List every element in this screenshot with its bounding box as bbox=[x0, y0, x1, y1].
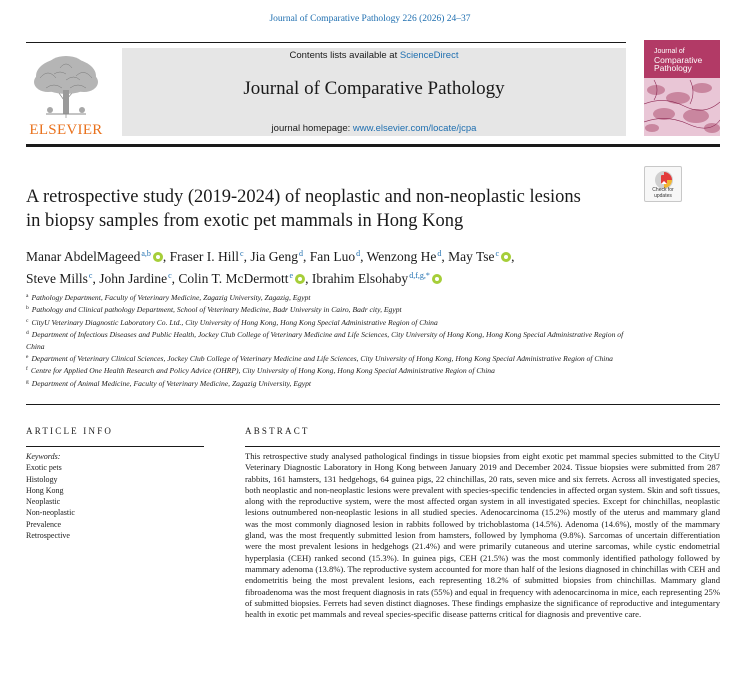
author-line-1 bbox=[26, 244, 636, 266]
keyword: Hong Kong bbox=[26, 485, 64, 495]
author-separator: , bbox=[162, 249, 170, 264]
cover-title-line3: Pathology bbox=[654, 63, 692, 73]
affiliation bbox=[26, 316, 636, 328]
author[interactable]: John Jardine bbox=[99, 271, 168, 286]
author-affiliation-marker[interactable]: c bbox=[240, 249, 244, 258]
author[interactable]: Jia Geng bbox=[250, 249, 298, 264]
author-separator: , bbox=[243, 249, 251, 264]
article-title bbox=[26, 185, 636, 233]
author-affiliation-marker[interactable]: c bbox=[88, 271, 93, 280]
author-separator: , bbox=[305, 271, 312, 286]
affiliation bbox=[26, 364, 636, 376]
affiliation-key: e bbox=[26, 354, 29, 361]
affiliation-text: CityU Veterinary Diagnostic Laboratory Co. Ltd., City University of Hong Kong, Hong Kong Special Administrative Region of China bbox=[31, 317, 438, 327]
journal-title: Journal of Comparative Pathology bbox=[243, 78, 505, 99]
sciencedirect-link[interactable]: ScienceDirect bbox=[399, 50, 459, 61]
cover-title-line2: Comparative bbox=[654, 55, 703, 65]
author-separator: , bbox=[441, 249, 449, 264]
article-title-line2: in biopsy samples from exotic pet mammals in Hong Kong bbox=[26, 211, 464, 231]
homepage-line bbox=[122, 123, 626, 134]
contents-line bbox=[122, 50, 626, 61]
affiliation bbox=[26, 303, 636, 315]
affiliation-text: Pathology and Clinical pathology Department, School of Veterinary Medicine, Badr University in Cairo, Badr city, Egypt bbox=[31, 305, 402, 315]
author-affiliation-marker[interactable]: d bbox=[437, 249, 442, 258]
keyword: Retrospective bbox=[26, 531, 70, 541]
keyword: Prevalence bbox=[26, 519, 62, 529]
keyword: Histology bbox=[26, 474, 58, 484]
cover-title bbox=[654, 48, 702, 72]
orcid-icon[interactable] bbox=[432, 274, 442, 284]
affiliation-key: c bbox=[26, 317, 29, 324]
affiliation-key: g bbox=[26, 378, 29, 385]
keywords-label: Keywords: bbox=[26, 452, 61, 461]
affiliation-key: d bbox=[26, 330, 29, 337]
author[interactable]: Manar AbdelMageed bbox=[26, 249, 141, 264]
article-title-line1: A retrospective study (2019-2024) of neoplastic and non-neoplastic lesions bbox=[26, 187, 581, 207]
article-info-heading: ARTICLE INFO bbox=[26, 426, 114, 436]
affiliation bbox=[26, 377, 636, 389]
header-thick-rule bbox=[26, 144, 720, 147]
author-separator: , bbox=[92, 271, 100, 286]
author[interactable]: Fan Luo bbox=[309, 249, 356, 264]
author[interactable]: Fraser I. Hill bbox=[169, 249, 240, 264]
author-affiliation-marker[interactable]: d bbox=[356, 249, 361, 258]
abstract-text: This retrospective study analysed pathological findings in tissue biopsies from eight exotic pet mammal species submitted to the CityU Veterinary Diagnostic Laboratory in Hong Kong between January 2019 and December 2024. Tissue biopsies were submitted from 287 rabbits, 161 hamsters, 131 hedgehogs, 64 guinea pigs, 22 chinchillas, 20 rats, seven mice and six ferrets. Across all investigated species, both neoplastic and non-neoplastic lesions were prevalent with species-specific tendencies in affected organ system. Skin and soft tissues, along with the reproductive system, were the most affected organ system in all investigated species. Except for chinchillas, neoplastic lesions outnumbered non-neoplastic lesions in all studied species. Adenocarcinoma (15.2%) mostly of the uterus and mammary gland was the most commonly diagnosed lesion in rabbits followed by trichoblastoma (14.5%). Adenoma (14.6%), mostly of the mammary gland, was the most frequently submitted lesion from hamsters, followed by lymphoma (9.8%). Sarcomas of uncertain differentiation were the most prevalent lesions in hedgehogs (21.4%) and were primarily cutaneous and uterine sarcomas, while cystic endometrial hyperplasia (CEH) ranked second (15.3%). In guinea pigs, CEH (21.5%) was the most commonly identified pathology followed by mammary adenoma (13.8%). The reproductive system accounted for more than half of the lesions diagnosed in chinchillas with CEH and endometritis being the most prevalent lesions, each representing 18.2% of submitted biopsies from chinchillas. Mammary gland fibroadenoma was the most frequent diagnosis in rats (55%) and equal in frequency with adenocarcinoma in mice, each representing 25% of submitted biopsies. Ferrets had seven distinct diagnoses. These findings emphasize the significance of reproductive and integumentary health in exotic pet mammals and reveal species-specific disease patterns critical for diagnosis and preventive care. bbox=[245, 451, 720, 620]
abstract-rule bbox=[245, 446, 720, 447]
affiliation-key: b bbox=[26, 305, 29, 312]
affiliation-text: Department of Animal Medicine, Faculty of Veterinary Medicine, Zagazig University, Egypt bbox=[31, 378, 312, 388]
keyword: Neoplastic bbox=[26, 497, 61, 507]
author-affiliation-marker[interactable]: e bbox=[289, 271, 294, 280]
affiliation-key: a bbox=[26, 293, 29, 299]
affiliation bbox=[26, 328, 636, 352]
cover-title-line1: Journal of bbox=[654, 48, 685, 55]
affiliation-text: Centre for Applied One Health Research and Policy Advice (OHRP), City University of Hong Kong, Hong Kong Special Administrative Region of China bbox=[30, 366, 495, 376]
author[interactable]: Colin T. McDermott bbox=[178, 271, 289, 286]
author-affiliation-marker[interactable]: c bbox=[168, 271, 172, 280]
affiliation bbox=[26, 291, 636, 303]
author-separator: , bbox=[511, 249, 515, 264]
author-affiliation-marker[interactable]: c bbox=[495, 249, 500, 258]
homepage-link[interactable]: www.elsevier.com/locate/jcpa bbox=[352, 123, 477, 134]
author-line-2 bbox=[26, 266, 636, 288]
affiliation-text: Department of Veterinary Clinical Sciences, Jockey Club College of Veterinary Medicine and Life Sciences, City University of Hong Kong, Hong Kong Special Administrative Region of China bbox=[31, 354, 613, 364]
author-affiliation-marker[interactable]: d bbox=[298, 249, 303, 258]
section-divider bbox=[26, 404, 720, 405]
journal-cover-thumbnail[interactable] bbox=[644, 40, 720, 136]
check-updates-line2: updates bbox=[654, 192, 672, 199]
keyword: Non-neoplastic bbox=[26, 508, 75, 518]
author[interactable]: Steve Mills bbox=[26, 271, 88, 286]
affiliation-text: Pathology Department, Faculty of Veterinary Medicine, Zagazig University, Zagazig, Egypt bbox=[31, 293, 311, 302]
journal-reference[interactable]: Journal of Comparative Pathology 226 (2026) 24–37 bbox=[269, 14, 471, 24]
homepage-prefix: journal homepage: bbox=[271, 123, 353, 134]
orcid-icon[interactable] bbox=[153, 252, 163, 262]
author[interactable]: May Tse bbox=[448, 249, 495, 264]
publisher-name: ELSEVIER bbox=[29, 122, 103, 138]
author[interactable]: Wenzong He bbox=[366, 249, 437, 264]
affiliation-list bbox=[26, 291, 636, 389]
contents-prefix: Contents lists available at bbox=[289, 50, 400, 61]
affiliation bbox=[26, 352, 636, 364]
affiliation-text: Department of Infectious Diseases and Public Health, Jockey Club College of Veterinary Medicine and Life Sciences, City University of Hong Kong, Hong Kong Special Administrative Region of China bbox=[26, 330, 624, 351]
check-updates-label bbox=[645, 188, 681, 199]
orcid-icon[interactable] bbox=[295, 274, 305, 284]
author-affiliation-marker[interactable]: a,b bbox=[141, 249, 151, 258]
affiliation-key: f bbox=[26, 366, 28, 373]
author-affiliation-marker[interactable]: d,f,g,* bbox=[409, 271, 430, 280]
author-list bbox=[26, 244, 636, 288]
check-updates-line1: Check for bbox=[652, 187, 674, 193]
keywords-block bbox=[26, 451, 206, 541]
author-separator: , bbox=[171, 271, 179, 286]
article-info-rule bbox=[26, 446, 204, 447]
check-for-updates-button[interactable] bbox=[644, 166, 682, 202]
orcid-icon[interactable] bbox=[501, 252, 511, 262]
author[interactable]: Ibrahim Elsohaby bbox=[311, 271, 409, 286]
header-rule bbox=[26, 42, 626, 43]
abstract-heading: ABSTRACT bbox=[245, 426, 310, 436]
author-separator: , bbox=[360, 249, 367, 264]
keyword: Exotic pets bbox=[26, 463, 62, 473]
author-separator: , bbox=[302, 249, 310, 264]
